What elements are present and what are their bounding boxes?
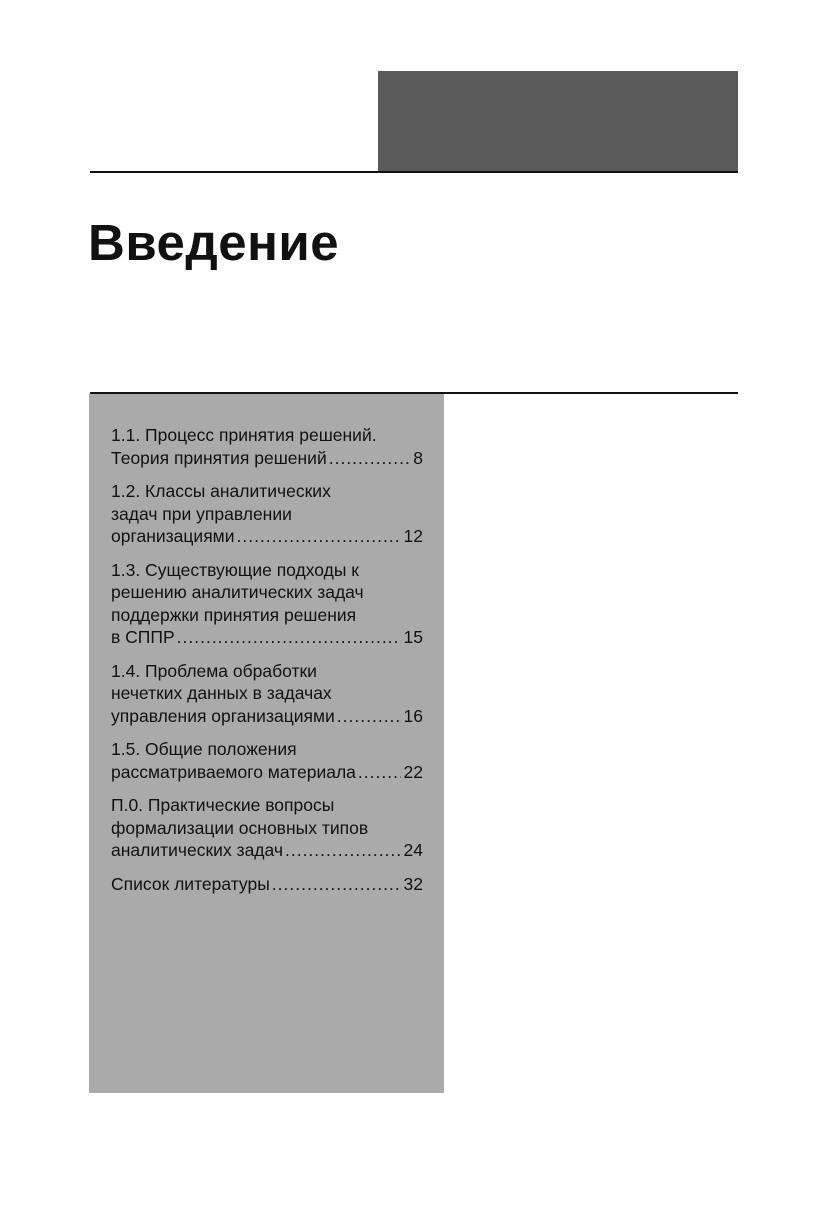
toc-entry[interactable]	[111, 738, 423, 783]
toc-entry-last-line	[111, 705, 423, 728]
toc-page-number: 15	[403, 627, 423, 647]
toc-leader-dots	[285, 839, 401, 862]
chapter-title: Введение	[88, 214, 340, 271]
toc-entry-title-line: задач при управлении	[111, 503, 292, 524]
toc-entry-title-line: поддержки принятия решения	[111, 604, 357, 625]
toc-page-number: 12	[403, 526, 423, 546]
toc-entry-title-line: Теория принятия решений	[111, 447, 327, 468]
toc-leader-dots	[358, 761, 401, 784]
toc-leader-dots	[272, 873, 401, 896]
toc-entry-title-line: 1.4. Проблема обработки	[111, 660, 317, 681]
toc-entry[interactable]	[111, 424, 423, 469]
toc-entry-title-line: решению аналитических задач	[111, 582, 364, 602]
toc-entry-last-line	[111, 873, 423, 896]
toc-entry-last-line	[111, 839, 423, 862]
toc-entry[interactable]	[111, 660, 423, 728]
toc-page-number: 22	[403, 761, 423, 782]
toc-entry-title-line: управления организациями	[111, 705, 335, 726]
toc-entry-title-line: 1.2. Классы аналитических	[111, 481, 331, 501]
toc-entry-title-line: рассматриваемого материала	[111, 761, 356, 782]
toc-leader-dots	[329, 447, 411, 470]
toc-entry-title-line: в СППР	[111, 627, 175, 647]
toc-entry[interactable]	[111, 480, 423, 548]
toc-entry-title-line: П.0. Практические вопросы	[111, 795, 335, 815]
toc-entry[interactable]	[111, 794, 423, 862]
header-rule	[90, 171, 738, 173]
toc-entry-last-line	[111, 626, 423, 649]
toc-entry-title-line: Список литературы	[111, 873, 270, 894]
toc-entry[interactable]	[111, 559, 423, 649]
toc-entry-title-line: 1.3. Существующие подходы к	[111, 559, 359, 580]
table-of-contents	[111, 424, 423, 906]
toc-entry-last-line	[111, 447, 423, 470]
toc-leader-dots	[177, 626, 401, 649]
toc-leader-dots	[337, 705, 401, 728]
toc-entry-last-line	[111, 525, 423, 548]
toc-entry-title-line: нечетких данных в задачах	[111, 683, 332, 703]
toc-entry-last-line	[111, 761, 423, 784]
toc-entry-title-line: аналитических задач	[111, 840, 283, 860]
toc-entry-title-line: 1.1. Процесс принятия решений.	[111, 425, 377, 445]
toc-page-number: 8	[413, 447, 423, 468]
toc-entry-title-line: организациями	[111, 526, 235, 546]
toc-page-number: 24	[403, 840, 423, 860]
toc-page-number: 32	[403, 873, 423, 894]
chapter-header-block	[378, 71, 738, 171]
toc-entry-title-line: формализации основных типов	[111, 817, 369, 838]
toc-leader-dots	[236, 525, 400, 548]
toc-entry-title-line: 1.5. Общие положения	[111, 739, 297, 759]
toc-entry[interactable]	[111, 873, 423, 896]
toc-page-number: 16	[403, 705, 423, 726]
